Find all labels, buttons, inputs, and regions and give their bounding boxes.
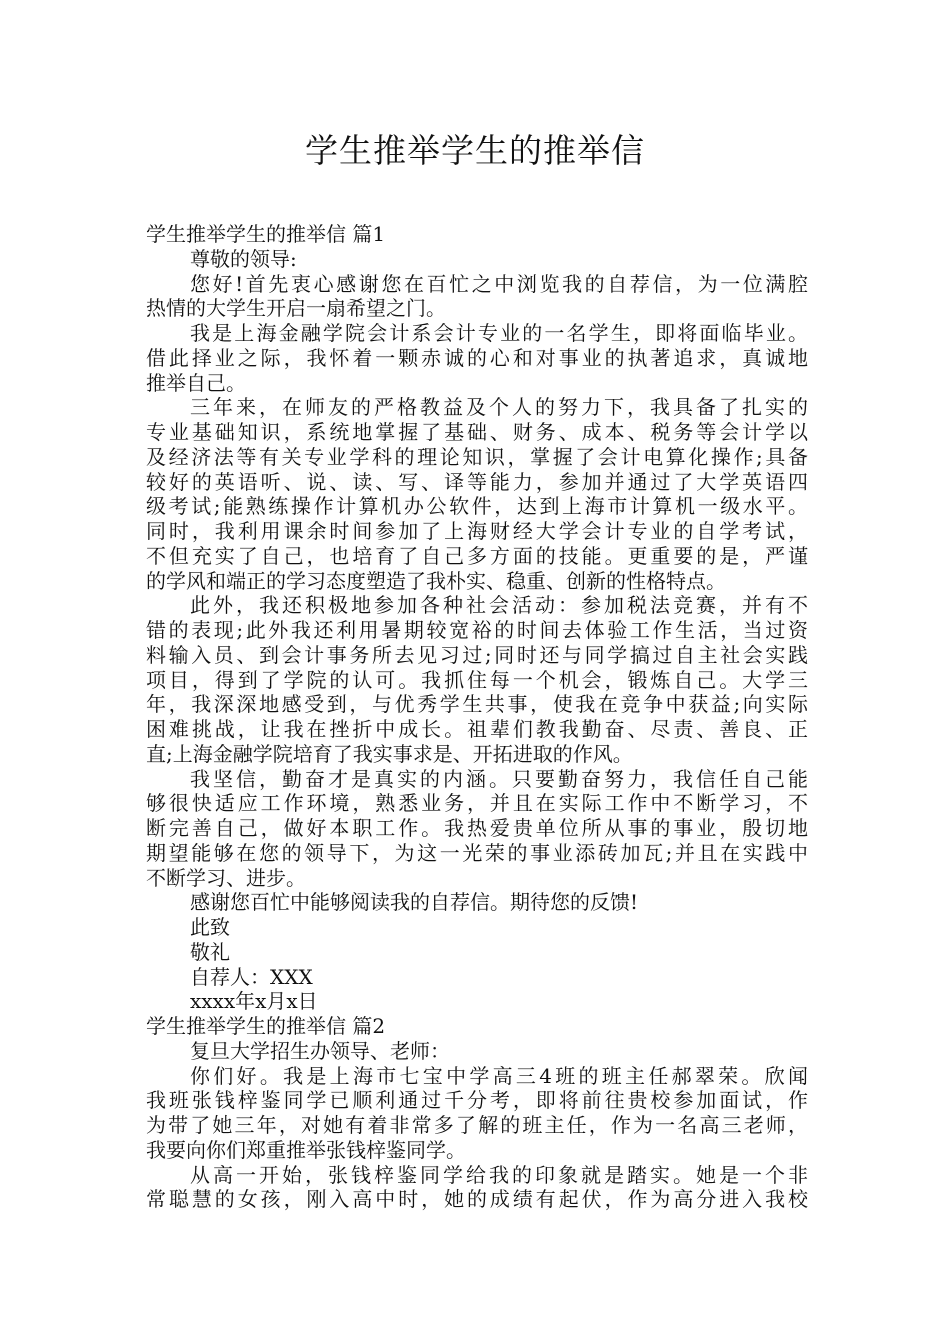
text-line: 感谢您百忙中能够阅读我的自荐信。期待您的反馈!	[190, 890, 639, 915]
text-line: 此致	[190, 915, 230, 939]
text-line: 我坚信，勤奋才是真实的内涵。只要勤奋努力，我信任自己能	[190, 766, 808, 791]
text-line: 常聪慧的女孩，刚入高中时，她的成绩有起伏，作为高分进入我校	[146, 1187, 808, 1212]
document-body	[146, 222, 808, 1212]
text-line: 及经济法等有关专业学科的理论知识，掌握了会计电算化操作;具备	[146, 444, 808, 469]
text-line: 专业基础知识，系统地掌握了基础、财务、成本、税务等会计学以	[146, 420, 808, 444]
text-line: 我要向你们郑重推举张钱梓鉴同学。	[146, 1137, 466, 1162]
text-line: 断完善自己，做好本职工作。我热爱贵单位所从事的事业，殷切地	[146, 816, 808, 840]
text-line: 三年来，在师友的严格教益及个人的努力下，我具备了扎实的	[190, 395, 808, 420]
text-line: 借此择业之际，我怀着一颗赤诚的心和对事业的执著追求，真诚地	[146, 345, 808, 370]
text-line: 不断学习、进步。	[146, 865, 306, 890]
text-line: 热情的大学生开启一扇希望之门。	[146, 296, 446, 321]
text-line: 我是上海金融学院会计系会计专业的一名学生，即将面临毕业。	[190, 321, 808, 345]
text-line: 你们好。我是上海市七宝中学高三4班的班主任郝翠荣。欣闻	[190, 1063, 808, 1088]
text-line: 尊敬的领导:	[190, 246, 297, 271]
text-line: 敬礼	[190, 939, 230, 964]
text-line: 此外，我还积极地参加各种社会活动：参加税法竞赛，并有不	[190, 593, 808, 618]
text-line: 学生推举学生的推举信 篇1	[146, 222, 386, 246]
text-line: 自荐人：XXX	[190, 964, 313, 989]
text-line: 不但充实了自己，也培育了自己多方面的技能。更重要的是，严谨	[146, 543, 808, 568]
text-line: 从高一开始，张钱梓鉴同学给我的印象就是踏实。她是一个非	[190, 1162, 808, 1187]
text-line: 较好的英语听、说、读、写、译等能力，参加并通过了大学英语四	[146, 469, 808, 494]
text-line: 料输入员、到会计事务所去见习过;同时还与同学搞过自主社会实践	[146, 642, 808, 667]
text-line: 期望能够在您的领导下，为这一光荣的事业添砖加瓦;并且在实践中	[146, 840, 808, 865]
text-line: 级考试;能熟练操作计算机办公软件，达到上海市计算机一级水平。	[146, 494, 808, 519]
text-line: 您好!首先衷心感谢您在百忙之中浏览我的自荐信，为一位满腔	[190, 271, 808, 296]
text-line: xxxx年x月x日	[190, 989, 318, 1014]
text-line: 我班张钱梓鉴同学已顺利通过千分考，即将前往贵校参加面试，作	[146, 1088, 808, 1113]
text-line: 直;上海金融学院培育了我实事求是、开拓进取的作风。	[146, 741, 633, 766]
text-line: 项目，得到了学院的认可。我抓住每一个机会，锻炼自己。大学三	[146, 667, 808, 692]
text-line: 同时，我利用课余时间参加了上海财经大学会计专业的自学考试，	[146, 519, 808, 543]
text-line: 复旦大学招生办领导、老师：	[190, 1038, 450, 1063]
text-line: 推举自己。	[146, 370, 246, 395]
text-line: 的学风和端正的学习态度塑造了我朴实、稳重、创新的性格特点。	[146, 568, 726, 593]
text-line: 错的表现;此外我还利用暑期较宽裕的时间去体验工作生活，当过资	[146, 618, 808, 642]
text-line: 够很快适应工作环境，熟悉业务，并且在实际工作中不断学习，不	[146, 791, 808, 816]
text-line: 年，我深深地感受到，与优秀学生共事，使我在竞争中获益;向实际	[146, 692, 808, 717]
text-line: 为带了她三年，对她有着非常多了解的班主任，作为一名高三老师，	[146, 1113, 808, 1137]
text-line: 困难挑战，让我在挫折中成长。祖辈们教我勤奋、尽责、善良、正	[146, 717, 808, 741]
text-line: 学生推举学生的推举信 篇2	[146, 1014, 386, 1038]
document-title: 学生推举学生的推举信	[305, 131, 645, 170]
